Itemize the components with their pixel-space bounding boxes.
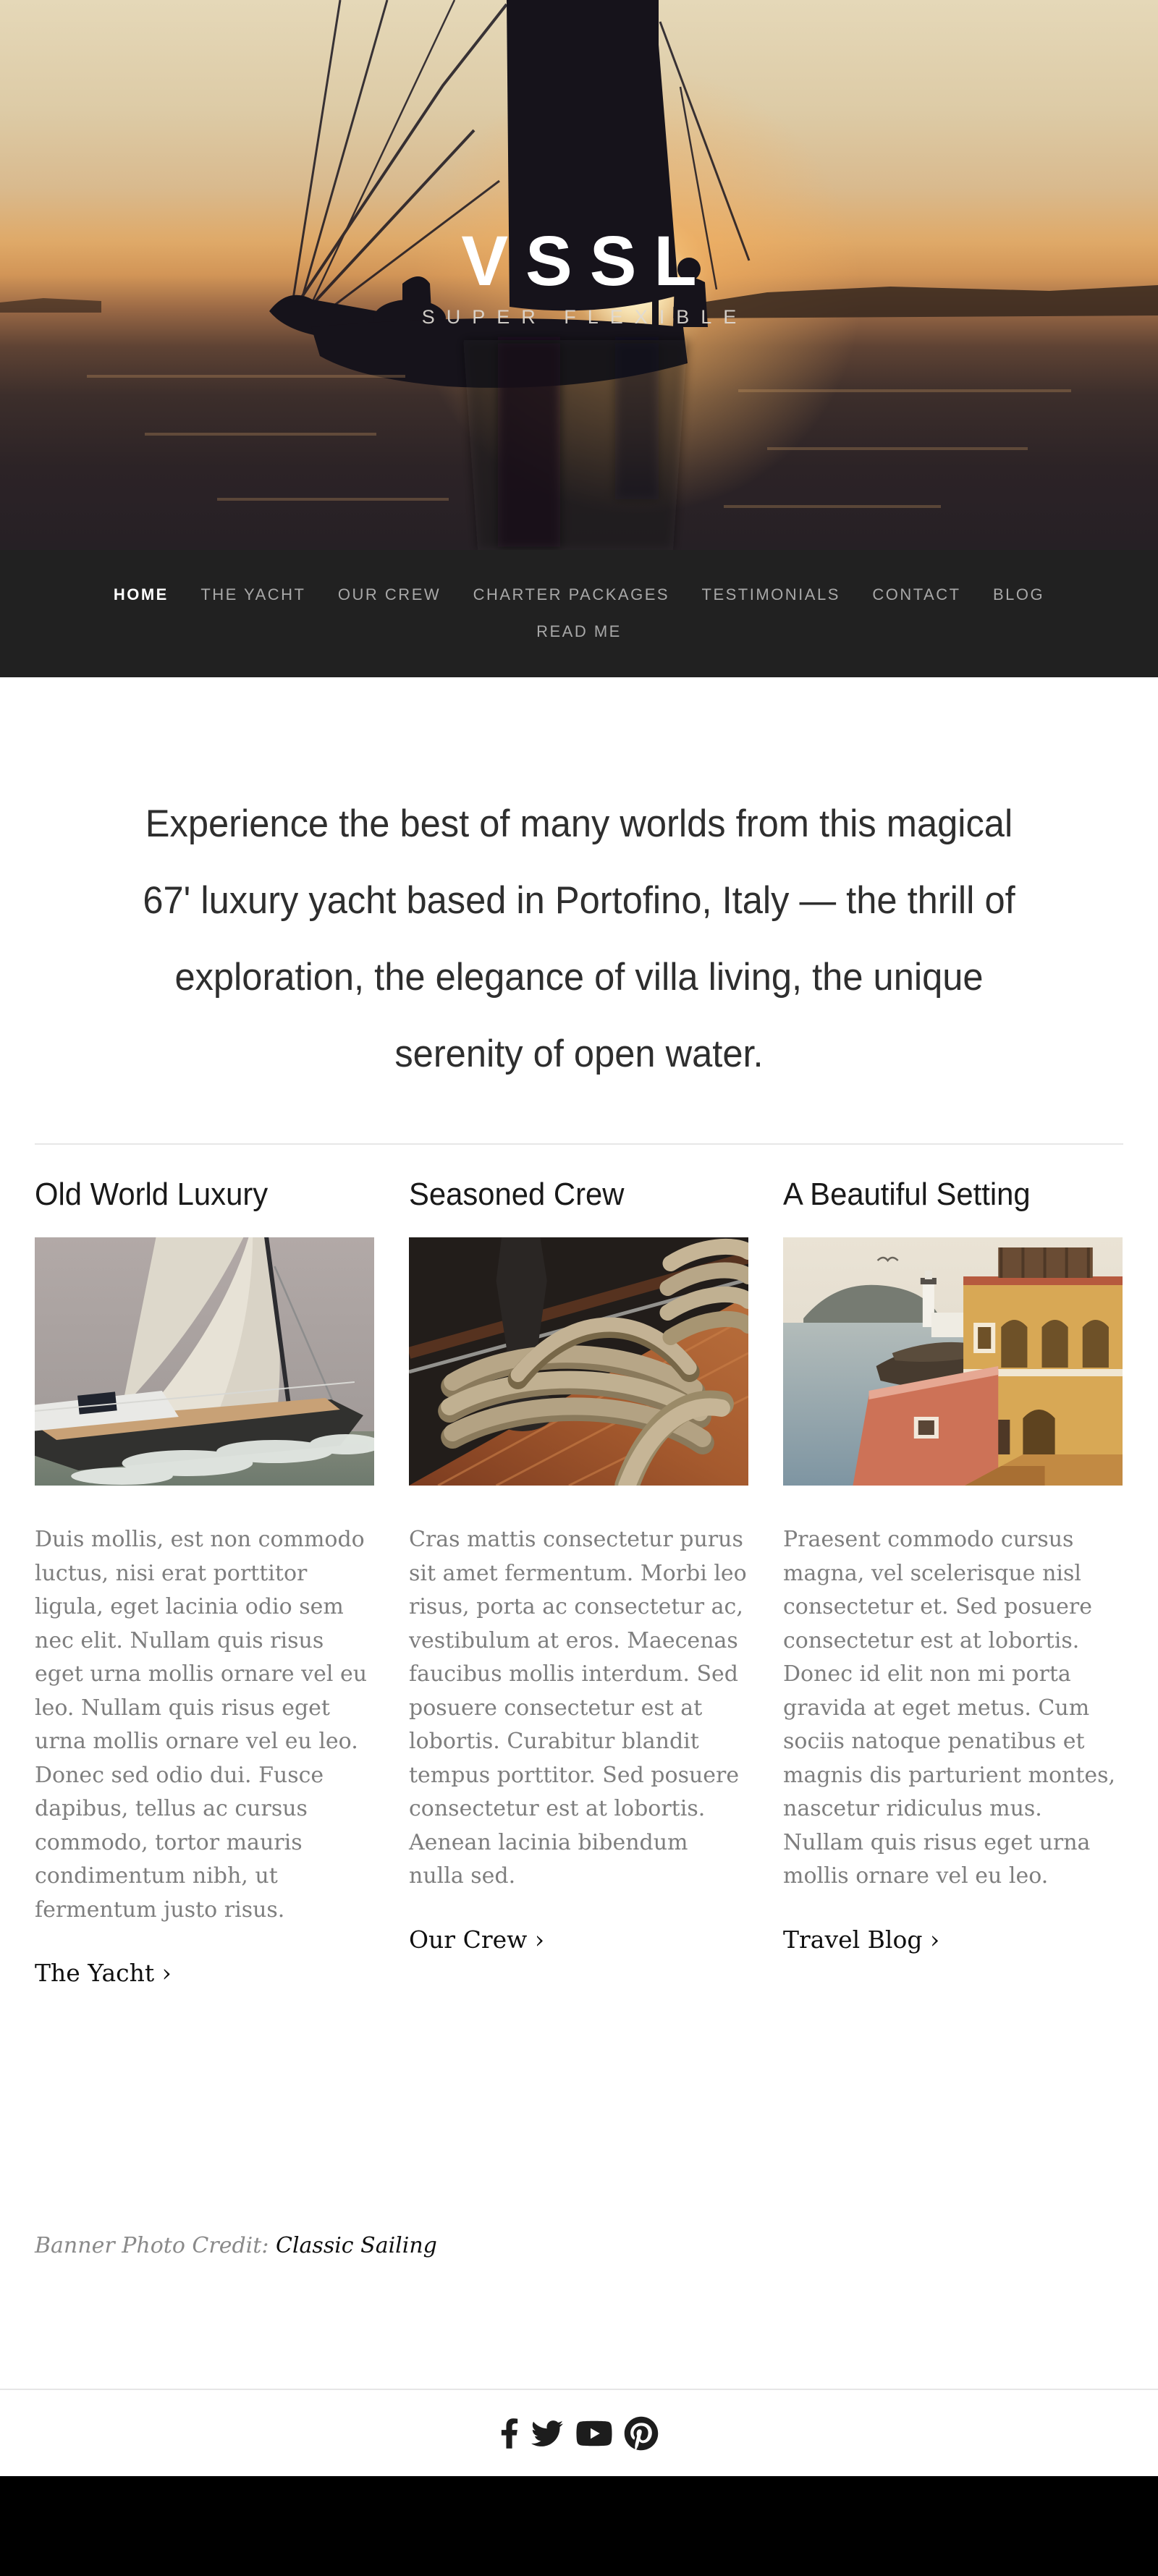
- nav-secondary-row: [0, 621, 1158, 645]
- footer-social-bar: [0, 2389, 1158, 2476]
- section-divider: [35, 1143, 1123, 1145]
- rope-knot-photo: [409, 1237, 748, 1486]
- hero-banner: [0, 0, 1158, 550]
- nav-primary-row: [0, 584, 1158, 608]
- site-logo: VSSL: [461, 221, 714, 300]
- banner-photo-credit: [35, 2233, 1123, 2258]
- yacht-sailing-photo: [35, 1237, 374, 1486]
- nav-item-read-me[interactable]: READ ME: [536, 622, 622, 640]
- page-footer: [0, 2476, 1158, 2576]
- pinterest-icon[interactable]: [624, 2416, 659, 2451]
- feature-columns: [35, 1177, 1123, 1987]
- hero-title-block: [0, 221, 1158, 329]
- feature-column-crew: [409, 1177, 748, 1987]
- column-body-crew: Cras mattis consectetur purus sit amet fermentum. Morbi leo risus, porta ac consectetur ac, vestibulum at eros. Maecenas faucibus mollis interdum. Sed posuere consectetur est at lobortis. Curabitur blandit tempus porttitor. Sed posuere consectetur est at lobortis. Aenean lacinia bibendum nulla sed.: [409, 1527, 747, 1889]
- nav-item-contact[interactable]: CONTACT: [872, 585, 961, 603]
- youtube-icon[interactable]: [575, 2417, 613, 2450]
- main-nav: [0, 550, 1158, 677]
- column-heading-crew: Seasoned Crew: [409, 1177, 625, 1212]
- main-content: [0, 677, 1158, 2389]
- nav-item-home[interactable]: HOME: [113, 585, 169, 603]
- nav-item-charter-packages[interactable]: CHARTER PACKAGES: [473, 585, 670, 603]
- credit-link-classic-sailing[interactable]: Classic Sailing: [275, 2233, 437, 2258]
- our-crew-link[interactable]: Our Crew ›: [409, 1925, 545, 1954]
- column-heading-luxury: Old World Luxury: [35, 1177, 269, 1212]
- site-tagline: SUPER FLEXIBLE: [421, 306, 748, 328]
- nav-item-blog[interactable]: BLOG: [992, 585, 1045, 603]
- feature-column-luxury: [35, 1177, 374, 1987]
- facebook-icon[interactable]: [500, 2416, 519, 2451]
- nav-item-our-crew[interactable]: OUR CREW: [337, 585, 441, 603]
- credit-label: Banner Photo Credit:: [35, 2233, 276, 2258]
- nav-item-testimonials[interactable]: TESTIMONIALS: [701, 585, 840, 603]
- nav-item-the-yacht[interactable]: THE YACHT: [200, 585, 306, 603]
- column-body-luxury: Duis mollis, est non commodo luctus, nisi erat porttitor ligula, eget lacinia odio sem nec elit. Nullam quis risus eget urna mollis ornare vel eu leo. Nullam quis risus eget urna mollis ornare vel eu leo. Donec sed odio dui. Fusce dapibus, tellus ac cursus commodo, tortor mauris condimentum nibh, ut fermentum justo risus.: [35, 1527, 368, 1923]
- twitter-icon[interactable]: [530, 2418, 565, 2449]
- feature-column-setting: [783, 1177, 1123, 1987]
- intro-statement: Experience the best of many worlds from this magical 67' luxury yacht based in Portofino, Italy — the thrill of exploration, the elegance of villa living, the unique serenity of open water.: [143, 802, 1015, 1075]
- column-heading-setting: A Beautiful Setting: [783, 1177, 1031, 1212]
- coastal-village-photo: [783, 1237, 1123, 1486]
- column-body-setting: Praesent commodo cursus magna, vel scelerisque nisl consectetur et. Sed posuere consectetur est at lobortis. Donec id elit non mi porta gravida at eget metus. Cum sociis natoque penatibus et magnis dis parturient montes, nascetur ridiculus mus. Nullam quis risus eget urna mollis ornare vel eu leo.: [783, 1527, 1116, 1889]
- the-yacht-link[interactable]: The Yacht ›: [35, 1959, 172, 1987]
- travel-blog-link[interactable]: Travel Blog ›: [783, 1925, 940, 1954]
